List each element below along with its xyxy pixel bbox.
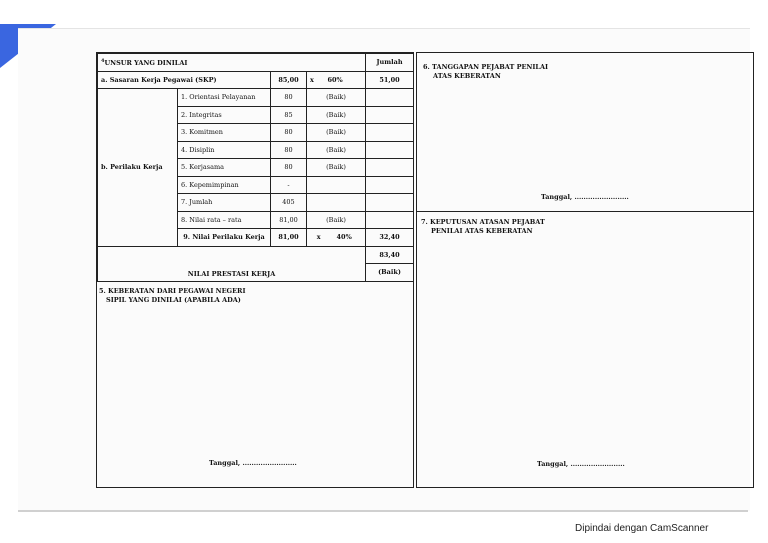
item-value: -: [271, 176, 307, 194]
tanggal-5: Tanggal, ........................: [209, 459, 297, 467]
item-label: 6. Kepemimpinan: [178, 176, 271, 194]
section-7-heading: 7. KEPUTUSAN ATASAN PEJABAT PENILAI ATAS KEBERATAN: [421, 218, 545, 235]
item-jumlah: [366, 194, 414, 212]
section-6-heading: 6. TANGGAPAN PEJABAT PENILAI ATAS KEBERATAN: [423, 63, 549, 80]
item-jumlah: [366, 159, 414, 177]
item-grade: (Baik): [307, 89, 366, 107]
item-jumlah: [366, 211, 414, 229]
nilai-perilaku-weight: x 40%: [307, 229, 366, 247]
left-panel: [96, 52, 414, 488]
skp-weight: x 60%: [307, 71, 366, 89]
skp-row: [98, 71, 414, 89]
item-jumlah: [366, 89, 414, 107]
item-value: 80: [271, 141, 307, 159]
item-value: 80: [271, 89, 307, 107]
perilaku-kerja-label: b. Perilaku Kerja: [98, 89, 178, 247]
item-jumlah: [366, 124, 414, 142]
table-row: [98, 89, 414, 107]
item-grade: (Baik): [307, 211, 366, 229]
item-value: 405: [271, 194, 307, 212]
item-jumlah: [366, 176, 414, 194]
item-label: 2. Integritas: [178, 106, 271, 124]
table-header-row: [98, 54, 414, 72]
nilai-prestasi-label: NILAI PRESTASI KERJA: [98, 246, 366, 281]
section-4-title: $^4$UNSUR YANG DINILAI: [98, 54, 366, 72]
item-grade: (Baik): [307, 141, 366, 159]
item-label: 5. Kerjasama: [178, 159, 271, 177]
item-value: 85: [271, 106, 307, 124]
assessment-table: [97, 53, 414, 282]
item-label: 8. Nilai rata – rata: [178, 211, 271, 229]
nilai-prestasi-grade: (Baik): [366, 264, 414, 282]
item-label: 1. Orientasi Pelayanan: [178, 89, 271, 107]
tanggal-6: Tanggal, ........................: [541, 193, 629, 201]
item-value: 80: [271, 159, 307, 177]
item-jumlah: [366, 141, 414, 159]
skp-label: a. Sasaran Kerja Pegawai (SKP): [98, 71, 271, 89]
item-jumlah: [366, 106, 414, 124]
tanggal-7: Tanggal, ........................: [537, 460, 625, 468]
nilai-perilaku-value: 81,00: [271, 229, 307, 247]
scanner-footer: Dipindai dengan CamScanner: [575, 523, 709, 534]
prestasi-row: [98, 246, 414, 264]
page-edge: [18, 510, 748, 512]
right-panel: [416, 52, 754, 488]
item-grade: [307, 176, 366, 194]
jumlah-header: Jumlah: [366, 54, 414, 72]
item-grade: [307, 194, 366, 212]
nilai-prestasi-value: 83,40: [366, 246, 414, 264]
nilai-perilaku-jumlah: 32,40: [366, 229, 414, 247]
section-divider: [417, 211, 753, 212]
item-value: 81,00: [271, 211, 307, 229]
skp-jumlah: 51,00: [366, 71, 414, 89]
item-grade: (Baik): [307, 106, 366, 124]
item-label: 7. Jumlah: [178, 194, 271, 212]
item-grade: (Baik): [307, 124, 366, 142]
item-value: 80: [271, 124, 307, 142]
item-label: 4. Disiplin: [178, 141, 271, 159]
item-label: 3. Komitmen: [178, 124, 271, 142]
skp-score: 85,00: [271, 71, 307, 89]
section-5-heading: 5. KEBERATAN DARI PEGAWAI NEGERI SIPIL YANG DINILAI (APABILA ADA): [99, 287, 246, 304]
nilai-perilaku-label: 9. Nilai Perilaku Kerja: [178, 229, 271, 247]
item-grade: (Baik): [307, 159, 366, 177]
